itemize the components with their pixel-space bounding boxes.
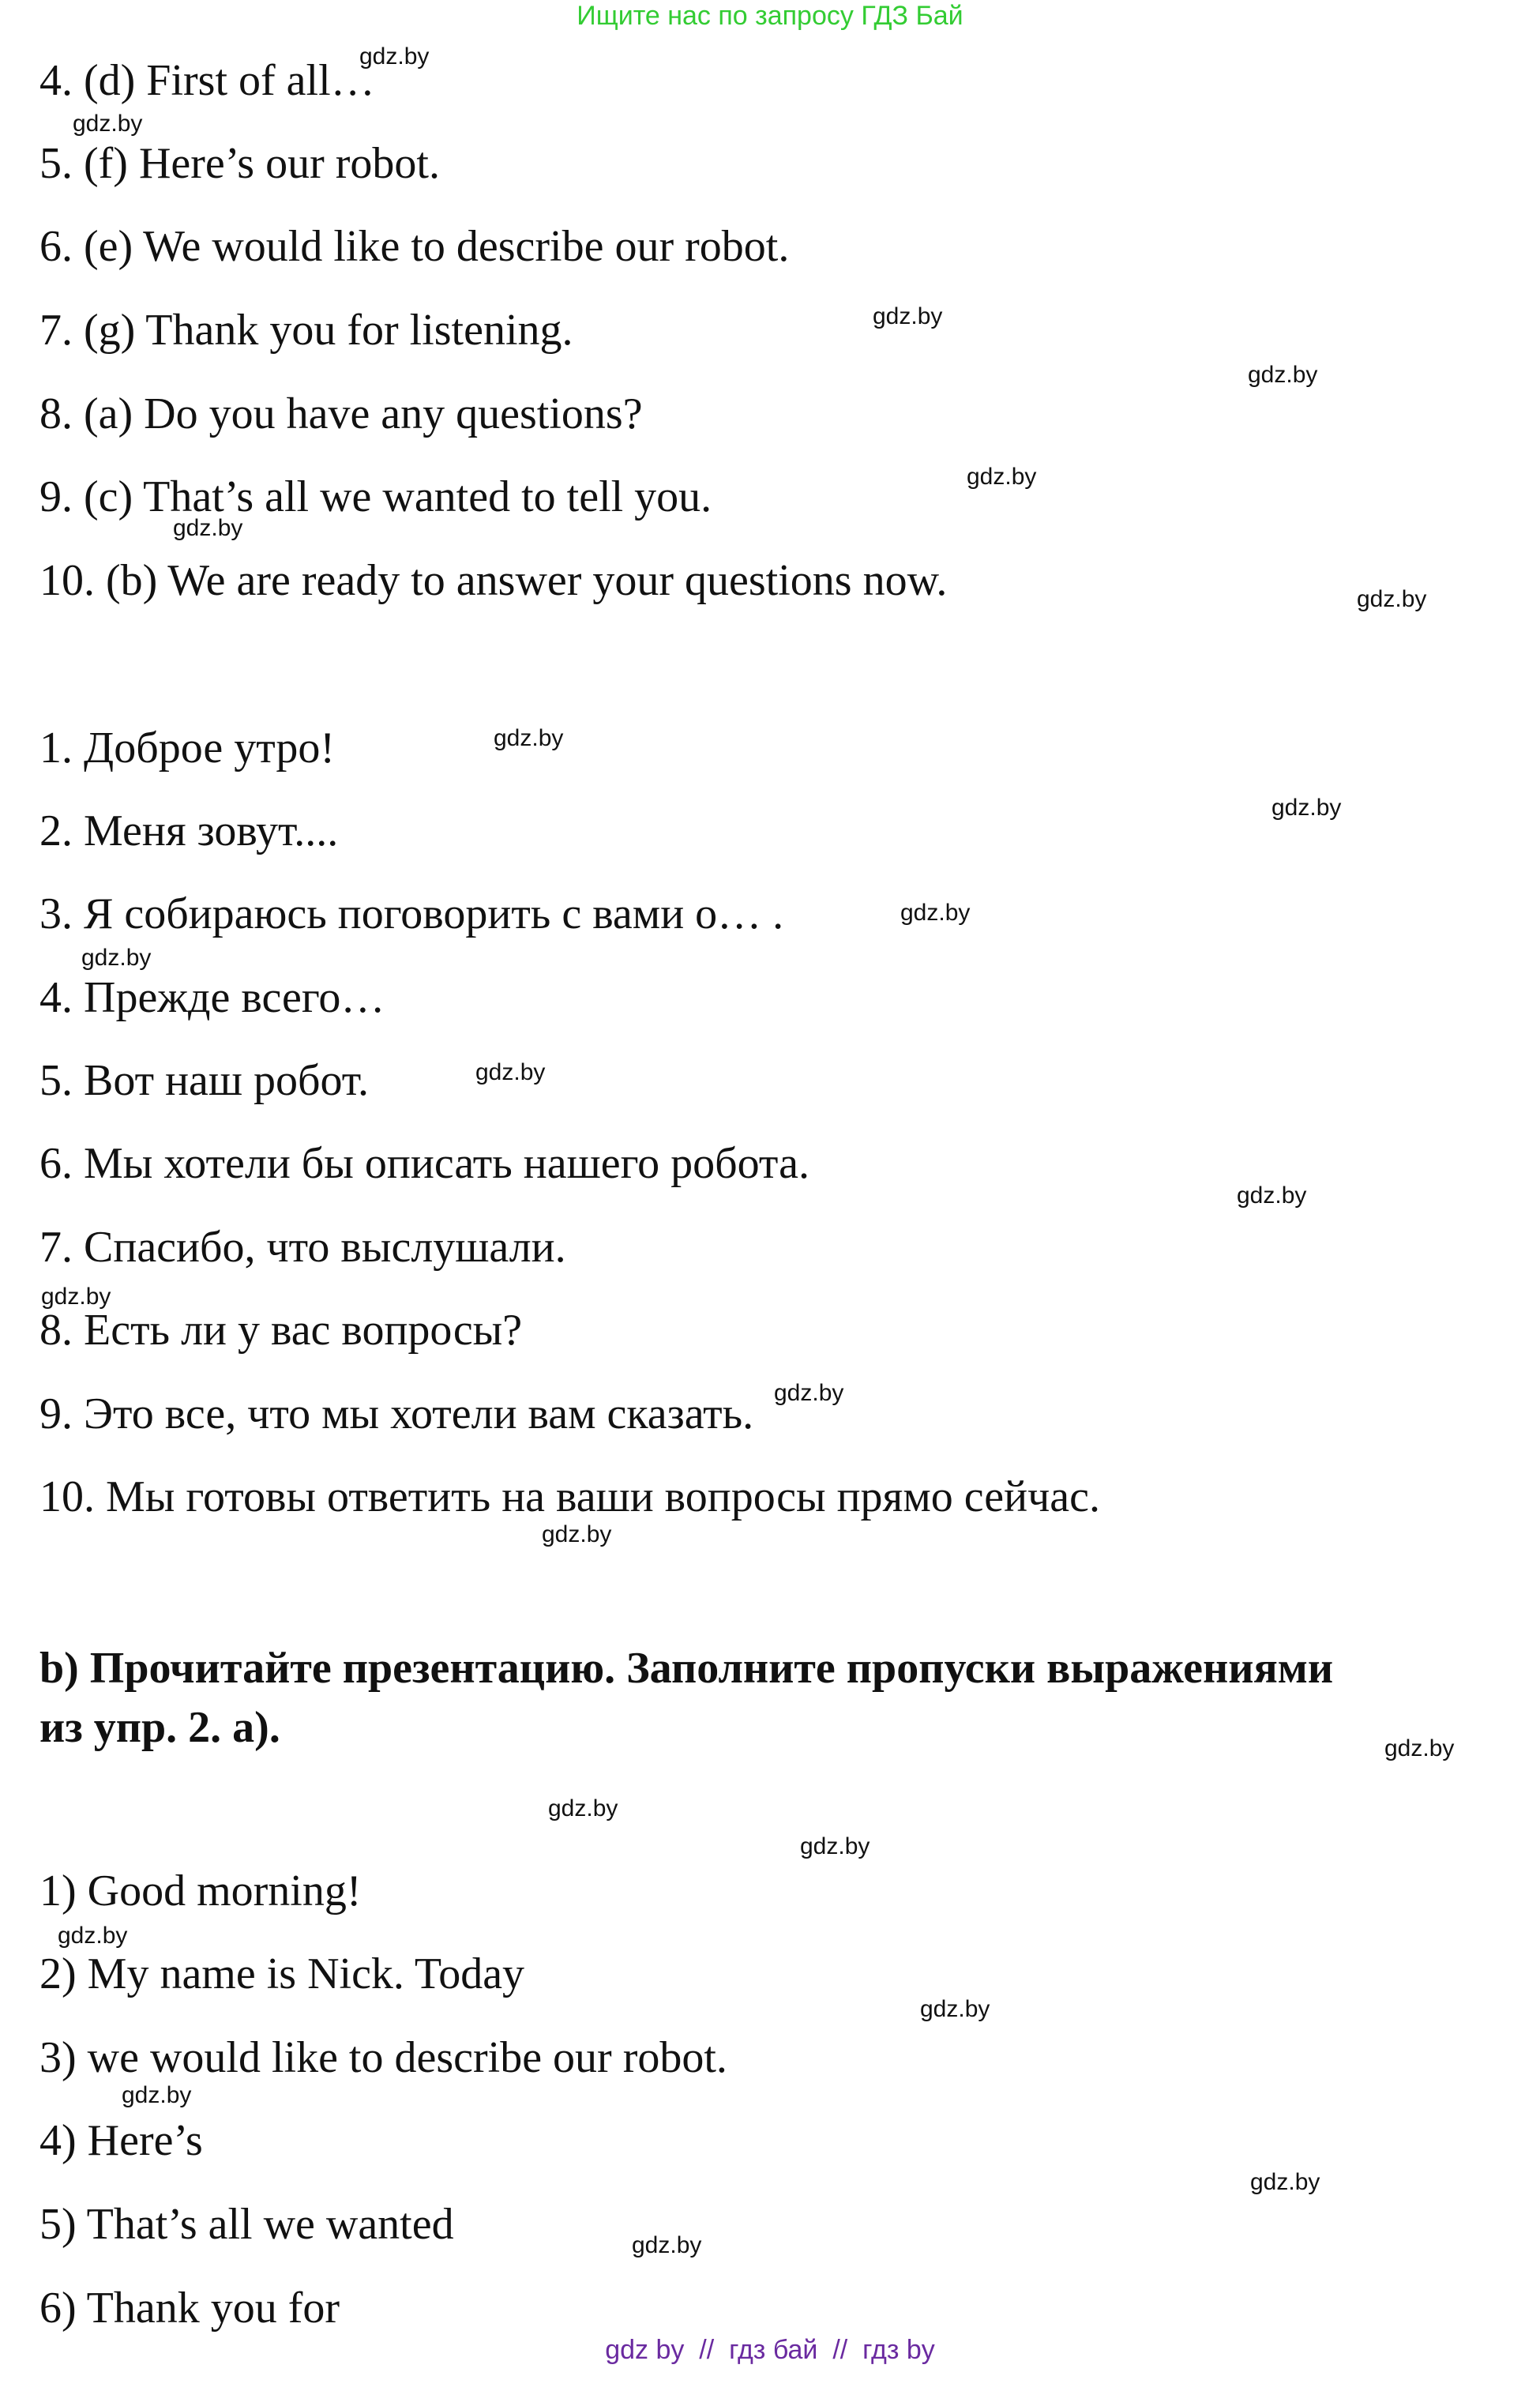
russian-translation-8: 8. Есть ли у вас вопросы? bbox=[39, 1306, 523, 1355]
russian-translation-7: 7. Спасибо, что выслушали. bbox=[39, 1223, 566, 1272]
english-answer-7: 7. (g) Thank you for listening. bbox=[39, 306, 573, 355]
presentation-line-4: 4) Here’s bbox=[39, 2116, 203, 2165]
russian-translation-1: 1. Доброе утро! bbox=[39, 724, 336, 773]
watermark: gdz.by bbox=[920, 1996, 990, 2022]
footer-links[interactable]: gdz by // гдз бай // гдз by bbox=[605, 2335, 935, 2365]
watermark: gdz.by bbox=[81, 945, 152, 971]
watermark: gdz.by bbox=[475, 1059, 546, 1085]
watermark: gdz.by bbox=[967, 464, 1037, 490]
watermark: gdz.by bbox=[58, 1923, 128, 1949]
watermark: gdz.by bbox=[122, 2082, 192, 2108]
russian-translation-10: 10. Мы готовы ответить на ваши вопросы прямо сейчас. bbox=[39, 1472, 1100, 1521]
watermark: gdz.by bbox=[1357, 586, 1427, 612]
presentation-line-3: 3) we would like to describe our robot. bbox=[39, 2033, 727, 2082]
watermark: gdz.by bbox=[1271, 795, 1342, 821]
watermark: gdz.by bbox=[41, 1284, 111, 1310]
russian-translation-9: 9. Это все, что мы хотели вам сказать. bbox=[39, 1389, 754, 1438]
english-answer-8: 8. (a) Do you have any questions? bbox=[39, 389, 643, 438]
watermark: gdz.by bbox=[542, 1521, 612, 1547]
search-hint-link[interactable]: Ищите нас по запросу ГДЗ Бай bbox=[577, 1, 963, 31]
english-answer-9: 9. (c) That’s all we wanted to tell you. bbox=[39, 472, 712, 521]
russian-translation-3: 3. Я собираюсь поговорить с вами о… . bbox=[39, 889, 784, 938]
presentation-line-5: 5) That’s all we wanted bbox=[39, 2200, 454, 2249]
presentation-line-2: 2) My name is Nick. Today bbox=[39, 1949, 525, 1998]
russian-translation-6: 6. Мы хотели бы описать нашего робота. bbox=[39, 1139, 809, 1188]
watermark: gdz.by bbox=[1384, 1735, 1455, 1761]
watermark: gdz.by bbox=[173, 515, 243, 541]
presentation-line-6: 6) Thank you for bbox=[39, 2284, 340, 2333]
russian-translation-5: 5. Вот наш робот. bbox=[39, 1056, 370, 1105]
watermark: gdz.by bbox=[1248, 362, 1318, 388]
watermark: gdz.by bbox=[800, 1833, 870, 1859]
watermark: gdz.by bbox=[632, 2232, 702, 2258]
watermark: gdz.by bbox=[73, 111, 143, 137]
presentation-line-1: 1) Good morning! bbox=[39, 1867, 362, 1915]
english-answer-6: 6. (e) We would like to describe our robot. bbox=[39, 222, 790, 271]
watermark: gdz.by bbox=[900, 900, 971, 926]
english-answer-5: 5. (f) Here’s our robot. bbox=[39, 139, 440, 188]
task-b-heading-line1: b) Прочитайте презентацию. Заполните пропуски выражениями bbox=[39, 1644, 1334, 1693]
watermark: gdz.by bbox=[873, 303, 943, 329]
russian-translation-2: 2. Меня зовут.... bbox=[39, 806, 339, 855]
watermark: gdz.by bbox=[548, 1795, 618, 1821]
watermark: gdz.by bbox=[1237, 1182, 1307, 1209]
watermark: gdz.by bbox=[494, 725, 564, 751]
english-answer-4: 4. (d) First of all… bbox=[39, 56, 375, 105]
watermark: gdz.by bbox=[359, 43, 430, 70]
task-b-heading-line2: из упр. 2. а). bbox=[39, 1703, 280, 1752]
watermark: gdz.by bbox=[1250, 2169, 1320, 2195]
watermark: gdz.by bbox=[774, 1380, 844, 1406]
russian-translation-4: 4. Прежде всего… bbox=[39, 973, 385, 1022]
english-answer-10: 10. (b) We are ready to answer your questions now. bbox=[39, 556, 948, 605]
